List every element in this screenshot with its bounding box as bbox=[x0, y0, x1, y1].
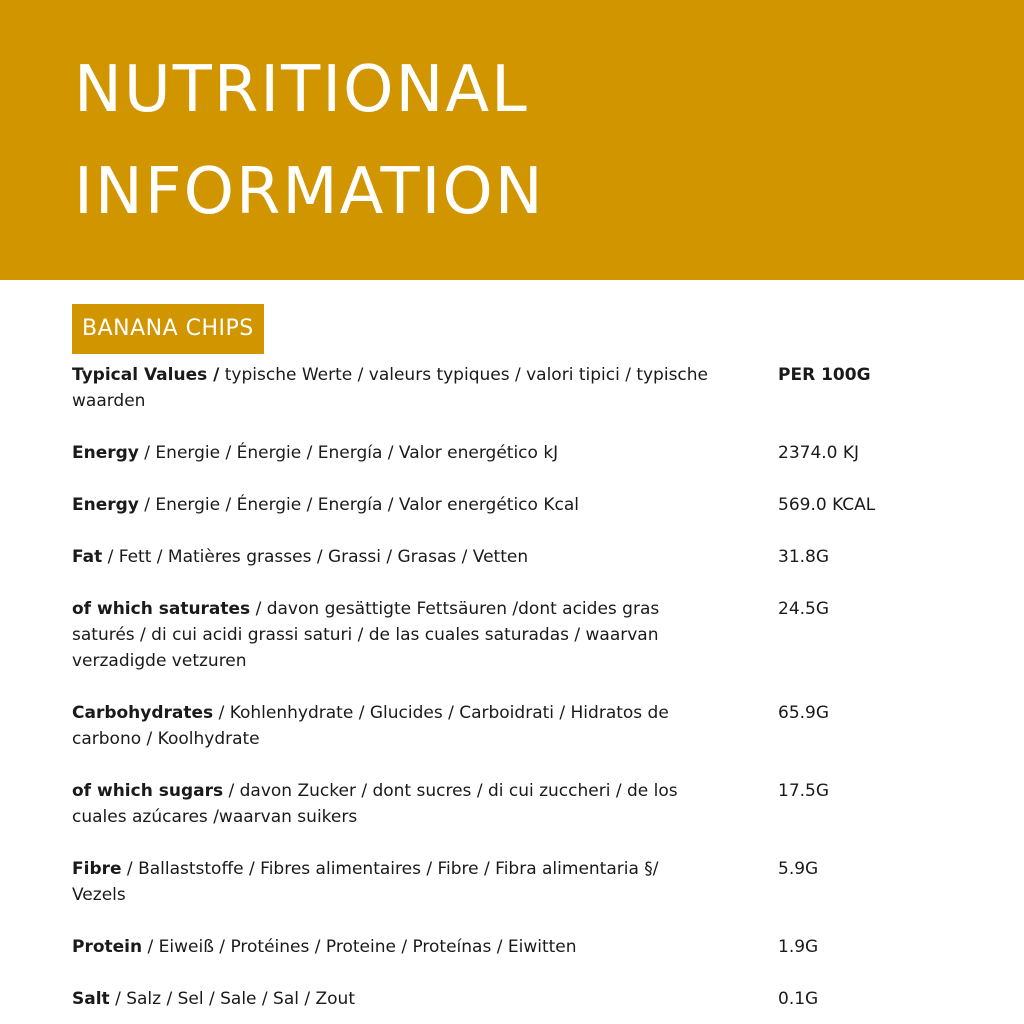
product-badge: BANANA CHIPS bbox=[72, 304, 264, 354]
nutrient-name: Carbohydrates bbox=[72, 703, 214, 723]
nutrient-name: Protein bbox=[72, 937, 143, 957]
table-header-label bbox=[72, 362, 712, 414]
nutrient-name: Salt bbox=[72, 989, 110, 1009]
nutrient-translations: / Energie / Énergie / Energía / Valor energético Kcal bbox=[138, 495, 579, 515]
nutrient-value: 24.5G bbox=[778, 599, 830, 619]
nutrient-label bbox=[72, 700, 712, 752]
nutrient-value: 17.5G bbox=[778, 781, 830, 801]
nutrient-value: 65.9G bbox=[778, 703, 830, 723]
nutrient-translations: / davon Zucker / dont sucres / di cui zuccheri / de los cuales azúcares /waarvan suikers bbox=[72, 781, 678, 827]
nutrient-value: 31.8G bbox=[778, 547, 830, 567]
nutrient-name: of which sugars bbox=[72, 781, 224, 801]
nutrient-label bbox=[72, 934, 712, 960]
page-title-line-2: INFORMATION bbox=[74, 155, 545, 229]
nutrient-translations: / Kohlenhydrate / Glucides / Carboidrati / Hidratos de carbono / Koolhydrate bbox=[72, 703, 669, 749]
nutrient-label bbox=[72, 544, 712, 570]
nutrient-translations: / Salz / Sel / Sale / Sal / Zout bbox=[109, 989, 355, 1009]
nutrient-label bbox=[72, 440, 712, 466]
nutrient-label bbox=[72, 986, 712, 1012]
nutrient-value: 569.0 KCAL bbox=[778, 495, 876, 515]
nutrient-translations: / Ballaststoffe / Fibres alimentaires / Fibre / Fibra alimentaria §/ Vezels bbox=[72, 859, 659, 905]
page-title-line-1: NUTRITIONAL bbox=[74, 53, 529, 127]
nutrient-translations: / davon gesättigte Fettsäuren /dont acides gras saturés / di cui acidi grassi saturi / de las cuales saturadas / waarvan verzadigde vetzuren bbox=[72, 599, 660, 671]
nutrient-value: 1.9G bbox=[778, 937, 819, 957]
nutrient-translations: / Eiweiß / Protéines / Proteine / Proteínas / Eiwitten bbox=[142, 937, 577, 957]
table-header-label-rest: typische Werte / valeurs typiques / valori tipici / typische waarden bbox=[72, 365, 709, 411]
nutrient-label bbox=[72, 596, 712, 674]
table-header-value: PER 100G bbox=[778, 365, 871, 385]
nutrient-value: 2374.0 KJ bbox=[778, 443, 860, 463]
nutrient-name: of which saturates bbox=[72, 599, 251, 619]
nutrient-label bbox=[72, 492, 712, 518]
nutrient-value: 0.1G bbox=[778, 989, 819, 1009]
table-header-label-bold: Typical Values / bbox=[72, 365, 220, 385]
nutrient-translations: / Fett / Matières grasses / Grassi / Grasas / Vetten bbox=[102, 547, 529, 567]
nutrient-value: 5.9G bbox=[778, 859, 819, 879]
nutrient-name: Fat bbox=[72, 547, 103, 567]
nutrient-name: Fibre bbox=[72, 859, 122, 879]
nutrient-name: Energy bbox=[72, 495, 139, 515]
nutrient-label bbox=[72, 778, 712, 830]
header-banner bbox=[0, 0, 1024, 280]
nutrient-name: Energy bbox=[72, 443, 139, 463]
nutrient-label bbox=[72, 856, 712, 908]
nutrient-translations: / Energie / Énergie / Energía / Valor energético kJ bbox=[138, 443, 559, 463]
